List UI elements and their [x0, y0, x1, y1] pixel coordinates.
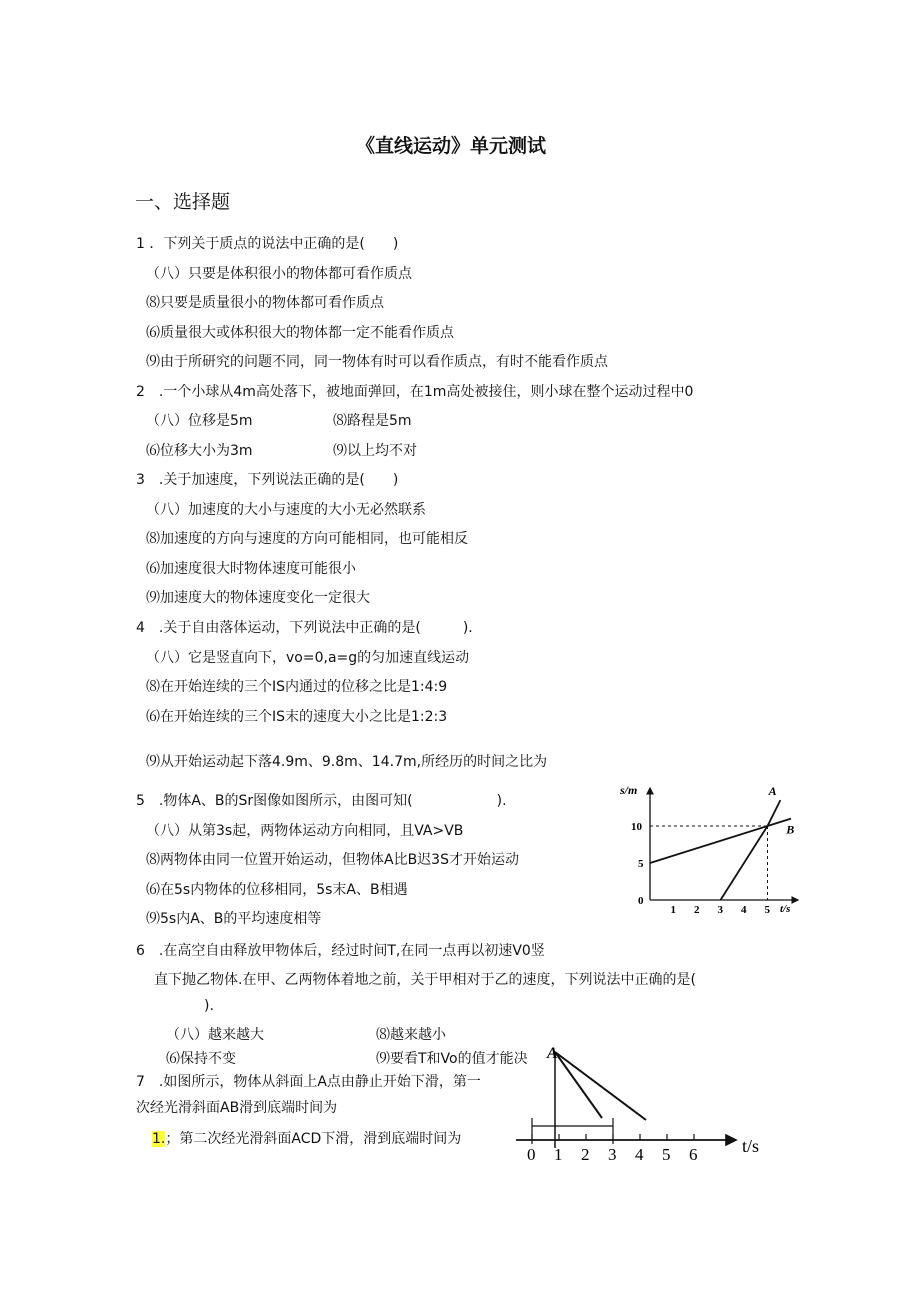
incline-point-a-label: A: [547, 1045, 558, 1062]
question-1-option-d: ⑼由于所研究的问题不同，同一物体有时可以看作质点，有时不能看作质点: [146, 354, 608, 370]
time-axis-tick-label: 1: [554, 1145, 563, 1164]
question-2-stem: 2 .一个小球从4m高处落下，被地面弹回，在1m高处被接住，则小球在整个运动过程中0: [136, 384, 694, 400]
question-1-option-c: ⑹质量很大或体积很大的物体都一定不能看作质点: [146, 325, 454, 341]
st-graph-x-tick: 5: [764, 904, 770, 916]
question-5-option-d: ⑼5s内A、B的平均速度相等: [146, 911, 322, 927]
st-graph-x-tick: 3: [717, 904, 723, 916]
question-5-stem: 5 .物体A、B的Sr图像如图所示，由图可知( ).: [136, 793, 507, 809]
question-3-option-d: ⑼加速度大的物体速度变化一定很大: [146, 590, 370, 606]
question-1-option-a: （八）只要是体积很小的物体都可看作质点: [146, 266, 412, 282]
question-4-option-c: ⑹在开始连续的三个IS末的速度大小之比是1:2:3: [146, 709, 448, 725]
st-graph: [612, 780, 802, 918]
st-graph-y-label: s/m: [620, 783, 638, 797]
question-6-option-a: （八）越来越大: [166, 1027, 264, 1043]
page-title: 《直线运动》单元测试: [356, 135, 547, 157]
question-2-option-c: ⑹位移大小为3m: [146, 443, 253, 459]
st-graph-x-tick: 1: [670, 904, 676, 916]
question-6-option-b: ⑻越来越小: [376, 1027, 446, 1043]
question-5-option-a: （八）从第3s起，两物体运动方向相同，且VA>VB: [146, 823, 464, 839]
st-graph-x-tick: 2: [694, 904, 700, 916]
question-3-option-a: （八）加速度的大小与速度的大小无必然联系: [146, 502, 426, 518]
question-2-option-d: ⑼以上均不对: [333, 443, 417, 459]
question-4-option-d: ⑼从开始运动起下落4.9m、9.8m、14.7m,所经历的时间之比为: [146, 754, 548, 770]
section-heading: 一、选择题: [135, 191, 231, 213]
st-graph-y-ticks: [631, 821, 644, 870]
question-5-option-c: ⑹在5s内物体的位移相同，5s末A、B相遇: [146, 882, 408, 898]
question-3-option-c: ⑹加速度很大时物体速度可能很小: [146, 561, 356, 577]
question-4-stem: 4 .关于自由落体运动，下列说法中正确的是( ).: [136, 620, 473, 636]
st-graph-line-a: [721, 800, 781, 900]
question-7-stem-line3: [152, 1128, 461, 1148]
question-5-option-b: ⑻两物体由同一位置开始运动，但物体A比B迟3S才开始运动: [146, 852, 519, 868]
question-2-option-b: ⑻路程是5m: [333, 413, 412, 429]
time-axis-ticks: [527, 1134, 698, 1164]
time-axis-tick-label: 3: [608, 1145, 617, 1164]
question-1-option-b: ⑻只要是质量很小的物体都可看作质点: [146, 295, 384, 311]
incline-line-short: [555, 1052, 602, 1118]
st-graph-x-label: t/s: [780, 903, 791, 915]
question-3-stem: 3 .关于加速度，下列说法正确的是( ): [136, 472, 399, 488]
question-3-option-b: ⑻加速度的方向与速度的方向可能相同，也可能相反: [146, 531, 468, 547]
question-6-stem-line1: 6 .在高空自由释放甲物体后，经过时间T,在同一点再以初速V0竖: [136, 943, 545, 959]
question-4-option-b: ⑻在开始连续的三个IS内通过的位移之比是1:4:9: [146, 679, 448, 695]
question-7-stem-line3-text: ；第二次经光滑斜面ACD下滑，滑到底端时间为: [165, 1131, 462, 1147]
st-graph-series-label-b: B: [786, 822, 795, 837]
question-2-option-a: （八）位移是5m: [146, 413, 253, 429]
question-1-stem: 1 ．下列关于质点的说法中正确的是( ): [136, 236, 399, 252]
st-graph-y-tick: 5: [638, 858, 644, 870]
time-axis-tick-label: 2: [581, 1145, 590, 1164]
time-axis-label: t/s: [742, 1136, 760, 1156]
time-axis-tick-label: 0: [527, 1145, 536, 1164]
st-graph-line-b: [650, 819, 791, 863]
time-axis-tick-label: 5: [662, 1145, 671, 1164]
time-axis-tick-label: 4: [635, 1145, 644, 1164]
question-4-option-a: （八）它是竖直向下，vo=0,a=g的匀加速直线运动: [146, 650, 470, 666]
question-7-highlight-marker: 1.: [152, 1131, 166, 1147]
time-axis-tick-label: 6: [689, 1145, 698, 1164]
st-graph-x-ticks: [671, 904, 771, 916]
st-graph-y-tick: 10: [631, 821, 642, 833]
incline-line-long: [555, 1052, 646, 1120]
question-7-stem-line2: 次经光滑斜面AB滑到底端时间为: [136, 1100, 338, 1116]
incline-time-diagram: [514, 1040, 774, 1164]
st-graph-series-label-a: A: [768, 783, 777, 798]
question-6-option-d: ⑼要看T和Vo的值才能决: [376, 1051, 528, 1067]
st-graph-origin-label: 0: [638, 895, 644, 907]
question-7-stem-line1: 7 .如图所示，物体从斜面上A点由静止开始下滑，第一: [136, 1074, 481, 1090]
question-6-option-c: ⑹保持不变: [166, 1051, 236, 1067]
question-6-stem-line3: ).: [204, 998, 214, 1014]
st-graph-x-tick: 4: [741, 904, 747, 916]
question-6-stem-line2: 直下抛乙物体.在甲、乙两物体着地之前，关于甲相对于乙的速度，下列说法中正确的是(: [154, 972, 696, 988]
